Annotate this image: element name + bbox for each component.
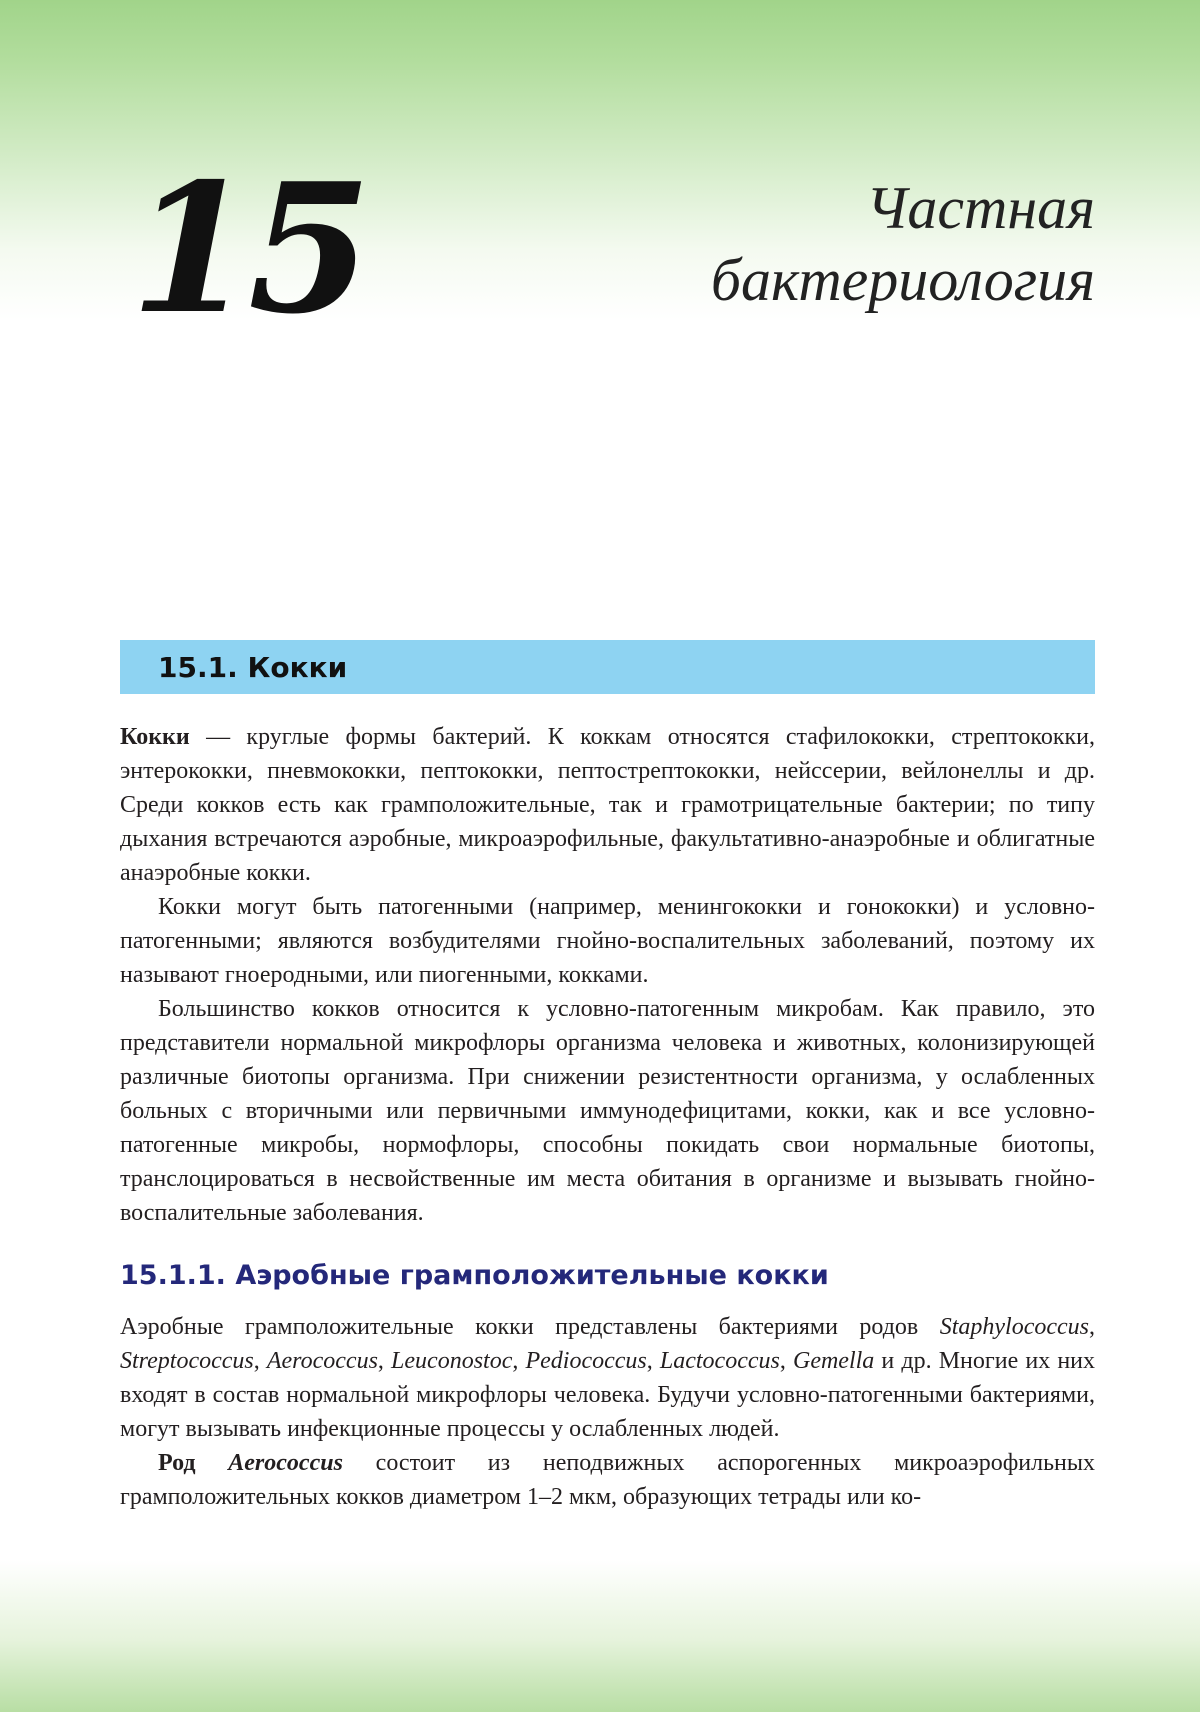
genus-name: Staphylococcus bbox=[939, 1314, 1089, 1340]
paragraph-text: Аэробные грамположительные кокки представлены бактериями родов bbox=[120, 1314, 940, 1340]
genus-lead-bold: Род bbox=[158, 1450, 229, 1476]
genus-name: Leuconostoc bbox=[391, 1348, 513, 1374]
paragraph: Большинство кокков относится к условно-патогенным микробам. Как правило, это представители нормальной микрофлоры организма человека и животных, колонизирующей различные биотопы организма. При снижении резистентности организма, у ослабленных больных с вторичными или первичными иммунодефицитами, кокки, как и все условно-патогенные микробы, нормофлоры, способны покидать свои нормальные биотопы, транслоцироваться в несвойственные им места обитания в организме и вызывать гнойно-воспалительные заболевания. bbox=[120, 996, 1095, 1226]
chapter-title-line-1: Частная bbox=[866, 175, 1095, 241]
genus-name: Lactococcus bbox=[659, 1348, 780, 1374]
paragraph-text: — круглые формы бактерий. К коккам относятся стафилококки, стрептококки, энтерококки, пневмококки, пептококки, пептострептококки, нейссерии, вейлонеллы и др. Среди кокков есть как грамположительные, так и грамотрицательные бактерии; по типу дыхания встречаются аэробные, микроаэрофильные, факультативно-анаэробные и облигатные анаэробные кокки. bbox=[120, 724, 1095, 886]
genus-name: Aerococcus bbox=[228, 1450, 343, 1476]
chapter-title bbox=[711, 172, 1095, 316]
paragraph: Аэробные грамположительные кокки представлены бактериями родов Staphylococcus, Streptococcus, Aerococcus, Leuconostoc, Pediococcus, Lactococcus, Gemella и др. Многие их них входят в состав нормальной микрофлоры человека. Будучи условно-патогенными бактериями, могут вызывать инфекционные процессы у ослабленных людей. bbox=[120, 1314, 1096, 1442]
body-text bbox=[120, 720, 1095, 1514]
paragraph-text: и др. Многие их них входят в состав нормальной микрофлоры человека. Будучи условно-патогенными бактериями, могут вызывать инфекционные процессы у ослабленных людей. bbox=[120, 1348, 1096, 1442]
section-heading: 15.1. Кокки bbox=[158, 650, 348, 684]
genus-name: Gemella bbox=[792, 1348, 875, 1374]
paragraph-text: состоит из неподвижных аспорогенных микроаэрофильных грамположительных кокков диаметром 1–2 мкм, образующих тетрады или ко- bbox=[120, 1450, 1096, 1510]
genus-name: Pediococcus bbox=[525, 1348, 647, 1374]
section-heading-bar bbox=[120, 640, 1095, 694]
genus-name: Aerococcus bbox=[266, 1348, 378, 1374]
paragraph bbox=[120, 1446, 1095, 1514]
subsection-heading: 15.1.1. Аэробные грамположительные кокки bbox=[120, 1260, 829, 1291]
chapter-title-line-2: бактериология bbox=[710, 247, 1095, 313]
term-bold: Кокки bbox=[120, 724, 190, 750]
genus-name: Streptococcus bbox=[120, 1348, 254, 1374]
chapter-number: 15 bbox=[130, 144, 366, 353]
paragraph: Кокки могут быть патогенными (например, менингококки и гонококки) и условно-патогенными; являются возбудителями гнойно-воспалительных заболеваний, поэтому их называют гноеродными, или пиогенными, кокками. bbox=[120, 894, 1095, 988]
paragraph bbox=[120, 720, 1095, 890]
